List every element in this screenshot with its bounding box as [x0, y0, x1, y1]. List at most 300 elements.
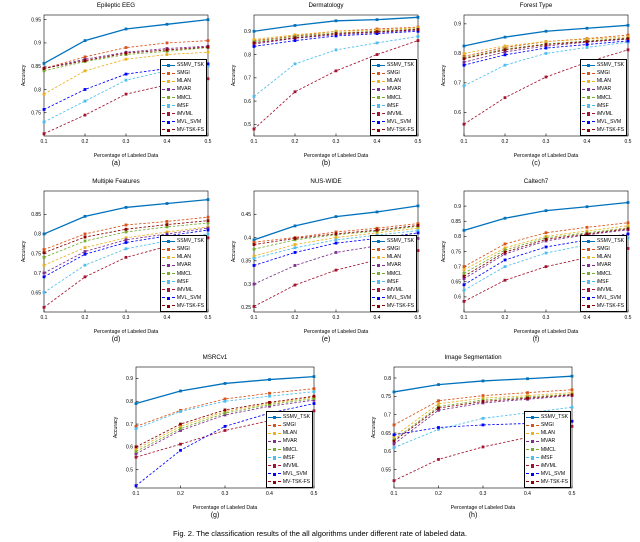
- legend-label: iMSF: [386, 278, 399, 285]
- legend-label: MVAR: [386, 86, 402, 93]
- legend-item-mlan[interactable]: [582, 253, 624, 261]
- svg-text:0.3: 0.3: [542, 139, 550, 145]
- series-marker: [125, 256, 128, 259]
- legend-label: MMCL: [282, 446, 298, 453]
- svg-text:0.3: 0.3: [479, 491, 487, 497]
- series-marker: [463, 272, 466, 275]
- legend-item-mmcl[interactable]: [582, 269, 624, 277]
- legend-label: SMGI: [596, 246, 610, 253]
- legend-item-ssmv_tsk[interactable]: [372, 237, 414, 245]
- legend-label: MV-TSK-FS: [282, 478, 310, 485]
- legend-item-imsf[interactable]: [162, 102, 204, 110]
- svg-text:0.6: 0.6: [384, 449, 391, 456]
- legend-item-imvml[interactable]: [372, 286, 414, 294]
- series-marker: [207, 77, 210, 80]
- legend-label: MLAN: [596, 254, 611, 261]
- legend-item-imvml[interactable]: [162, 286, 204, 294]
- legend-item-mvar[interactable]: [582, 261, 624, 269]
- legend-label: iMSF: [540, 454, 553, 461]
- subfigure-label-g: (g): [210, 512, 220, 519]
- series-marker: [84, 59, 87, 62]
- legend-swatch-icon: [268, 417, 281, 418]
- legend-item-mmcl[interactable]: [526, 445, 568, 453]
- legend-item-smgi[interactable]: [582, 69, 624, 77]
- svg-text:Accuracy: Accuracy: [231, 240, 237, 263]
- legend-swatch-icon: [372, 121, 385, 122]
- series-marker: [571, 420, 574, 423]
- legend-item-mmcl[interactable]: [162, 269, 204, 277]
- series-marker: [417, 237, 420, 240]
- series-marker: [207, 46, 210, 49]
- legend-item-mlan[interactable]: [526, 429, 568, 437]
- series-marker: [125, 206, 128, 209]
- series-marker: [313, 375, 316, 378]
- series-marker: [417, 28, 420, 31]
- series-marker: [376, 30, 379, 33]
- legend-f: [580, 235, 627, 312]
- legend-item-mvl_svm[interactable]: [268, 470, 310, 478]
- chart-panel-f: [438, 178, 634, 336]
- legend-label: MVL_SVM: [596, 294, 622, 301]
- series-marker: [179, 443, 182, 446]
- legend-item-mv-tsk-fs[interactable]: [162, 126, 204, 134]
- subfigure-label-b: (b): [321, 160, 331, 167]
- svg-text:0.65: 0.65: [31, 290, 41, 297]
- legend-item-imvml[interactable]: [582, 286, 624, 294]
- svg-text:0.75: 0.75: [381, 394, 391, 401]
- legend-label: iMSF: [176, 102, 189, 109]
- legend-item-imsf[interactable]: [582, 278, 624, 286]
- series-marker: [463, 45, 466, 48]
- legend-item-mlan[interactable]: [268, 429, 310, 437]
- legend-item-smgi[interactable]: [162, 245, 204, 253]
- series-marker: [294, 284, 297, 287]
- series-marker: [545, 265, 548, 268]
- series-marker: [417, 16, 420, 19]
- series-marker: [376, 53, 379, 56]
- legend-item-ssmv_tsk[interactable]: [526, 413, 568, 421]
- legend-swatch-icon: [162, 273, 175, 274]
- legend-item-imsf[interactable]: [372, 278, 414, 286]
- legend-item-mvar[interactable]: [526, 437, 568, 445]
- series-marker: [43, 275, 46, 278]
- legend-item-imsf[interactable]: [582, 102, 624, 110]
- legend-item-mvar[interactable]: [268, 437, 310, 445]
- series-marker: [463, 64, 466, 67]
- legend-label: SSMV_TSK: [596, 238, 624, 245]
- legend-label: MMCL: [176, 270, 192, 277]
- series-marker: [437, 383, 440, 386]
- legend-item-mv-tsk-fs[interactable]: [582, 126, 624, 134]
- svg-text:0.3: 0.3: [221, 491, 229, 497]
- legend-swatch-icon: [526, 465, 539, 466]
- legend-item-mvl_svm[interactable]: [372, 118, 414, 126]
- series-marker: [135, 446, 138, 449]
- svg-text:0.6: 0.6: [244, 98, 251, 105]
- series-marker: [135, 427, 138, 430]
- legend-swatch-icon: [268, 481, 281, 482]
- legend-item-imvml[interactable]: [526, 462, 568, 470]
- series-marker: [84, 236, 87, 239]
- series-marker: [207, 233, 210, 236]
- legend-item-mvl_svm[interactable]: [582, 118, 624, 126]
- series-marker: [253, 95, 256, 98]
- legend-label: iMSF: [596, 102, 609, 109]
- series-marker: [376, 18, 379, 21]
- legend-label: SSMV_TSK: [176, 238, 204, 245]
- series-marker: [571, 406, 574, 409]
- legend-swatch-icon: [372, 73, 385, 74]
- svg-text:0.85: 0.85: [31, 63, 41, 70]
- svg-text:0.7: 0.7: [454, 264, 461, 271]
- series-marker: [43, 233, 46, 236]
- series-marker: [253, 264, 256, 267]
- svg-text:0.3: 0.3: [542, 315, 550, 321]
- legend-item-smgi[interactable]: [526, 421, 568, 429]
- subfigure-label-f: (f): [532, 336, 540, 343]
- series-marker: [224, 400, 227, 403]
- svg-text:0.75: 0.75: [451, 249, 461, 256]
- legend-label: SMGI: [386, 70, 400, 77]
- legend-label: MVAR: [540, 438, 556, 445]
- legend-item-mvl_svm[interactable]: [162, 118, 204, 126]
- series-marker: [166, 53, 169, 56]
- legend-swatch-icon: [162, 241, 175, 242]
- legend-swatch-icon: [582, 257, 595, 258]
- legend-label: MVL_SVM: [596, 118, 622, 125]
- legend-item-mmcl[interactable]: [268, 445, 310, 453]
- legend-item-imsf[interactable]: [372, 102, 414, 110]
- series-marker: [268, 401, 271, 404]
- series-marker: [253, 283, 256, 286]
- legend-item-imvml[interactable]: [372, 110, 414, 118]
- legend-label: SSMV_TSK: [176, 62, 204, 69]
- svg-text:0.4: 0.4: [524, 491, 531, 497]
- legend-swatch-icon: [526, 417, 539, 418]
- svg-text:0.7: 0.7: [384, 412, 391, 419]
- legend-swatch-icon: [372, 65, 385, 66]
- chart-panel-d: [18, 178, 214, 336]
- legend-item-mvar[interactable]: [582, 85, 624, 93]
- svg-text:Accuracy: Accuracy: [113, 416, 119, 439]
- svg-text:0.8: 0.8: [244, 52, 251, 59]
- series-marker: [526, 377, 529, 380]
- legend-item-mmcl[interactable]: [162, 93, 204, 101]
- series-marker: [43, 306, 46, 309]
- legend-item-mv-tsk-fs[interactable]: [526, 478, 568, 486]
- svg-text:0.85: 0.85: [451, 219, 461, 226]
- chart-title-c: Forest Type: [519, 2, 553, 9]
- legend-item-mv-tsk-fs[interactable]: [162, 302, 204, 310]
- series-marker: [335, 251, 338, 254]
- series-marker: [224, 382, 227, 385]
- legend-label: SMGI: [282, 422, 296, 429]
- legend-swatch-icon: [582, 289, 595, 290]
- legend-swatch-icon: [582, 113, 595, 114]
- series-marker: [84, 246, 87, 249]
- series-marker: [43, 264, 46, 267]
- legend-item-mlan[interactable]: [162, 77, 204, 85]
- legend-item-mlan[interactable]: [372, 253, 414, 261]
- svg-text:0.4: 0.4: [244, 235, 251, 242]
- svg-text:0.5: 0.5: [204, 139, 212, 145]
- legend-item-imvml[interactable]: [162, 110, 204, 118]
- series-marker: [135, 484, 138, 487]
- legend-swatch-icon: [372, 81, 385, 82]
- legend-item-mmcl[interactable]: [582, 93, 624, 101]
- series-marker: [313, 390, 316, 393]
- legend-label: MMCL: [596, 94, 612, 101]
- legend-item-smgi[interactable]: [162, 69, 204, 77]
- series-marker: [437, 458, 440, 461]
- series-marker: [125, 46, 128, 49]
- legend-label: MVAR: [596, 262, 612, 269]
- series-marker: [84, 264, 87, 267]
- legend-item-mmcl[interactable]: [372, 269, 414, 277]
- series-marker: [417, 224, 420, 227]
- series-marker: [294, 62, 297, 65]
- legend-item-mvl_svm[interactable]: [582, 294, 624, 302]
- series-marker: [504, 265, 507, 268]
- svg-text:Accuracy: Accuracy: [441, 64, 447, 87]
- series-marker: [335, 242, 338, 245]
- legend-label: iMVML: [176, 286, 193, 293]
- legend-swatch-icon: [582, 281, 595, 282]
- svg-text:0.5: 0.5: [568, 491, 576, 497]
- legend-label: MVAR: [386, 262, 402, 269]
- series-marker: [526, 391, 529, 394]
- legend-label: MVL_SVM: [540, 470, 566, 477]
- legend-swatch-icon: [162, 249, 175, 250]
- legend-item-mvar[interactable]: [162, 85, 204, 93]
- series-marker: [313, 402, 316, 405]
- series-marker: [463, 57, 466, 60]
- series-marker: [166, 23, 169, 26]
- series-marker: [463, 275, 466, 278]
- legend-h: [524, 411, 571, 488]
- series-marker: [253, 128, 256, 131]
- legend-label: MVAR: [282, 438, 298, 445]
- series-marker: [571, 393, 574, 396]
- legend-label: MVAR: [176, 86, 192, 93]
- series-line: [394, 376, 572, 392]
- legend-swatch-icon: [162, 65, 175, 66]
- series-marker: [482, 424, 485, 427]
- series-marker: [545, 43, 548, 46]
- legend-swatch-icon: [162, 265, 175, 266]
- svg-text:Accuracy: Accuracy: [371, 416, 377, 439]
- legend-item-smgi[interactable]: [372, 245, 414, 253]
- legend-label: SMGI: [596, 70, 610, 77]
- series-marker: [376, 229, 379, 232]
- series-marker: [224, 425, 227, 428]
- series-marker: [586, 205, 589, 208]
- legend-b: [370, 59, 417, 136]
- series-marker: [627, 37, 630, 40]
- chart-panel-g: [110, 354, 320, 512]
- legend-label: MLAN: [540, 430, 555, 437]
- series-marker: [545, 47, 548, 50]
- chart-title-d: Multiple Features: [92, 178, 140, 185]
- series-marker: [268, 392, 271, 395]
- series-marker: [84, 215, 87, 218]
- legend-label: SMGI: [540, 422, 554, 429]
- legend-label: MV-TSK-FS: [176, 126, 204, 133]
- legend-item-ssmv_tsk[interactable]: [372, 61, 414, 69]
- legend-item-imsf[interactable]: [526, 454, 568, 462]
- chart-title-e: NUS-WIDE: [310, 178, 342, 185]
- legend-item-mvl_svm[interactable]: [372, 294, 414, 302]
- legend-item-mv-tsk-fs[interactable]: [372, 126, 414, 134]
- series-marker: [627, 236, 630, 239]
- series-marker: [135, 456, 138, 459]
- series-marker: [84, 250, 87, 253]
- series-marker: [504, 243, 507, 246]
- series-marker: [125, 241, 128, 244]
- legend-swatch-icon: [582, 97, 595, 98]
- series-marker: [135, 402, 138, 405]
- subfigure-label-c: (c): [531, 160, 541, 167]
- legend-item-imsf[interactable]: [162, 278, 204, 286]
- series-marker: [437, 426, 440, 429]
- svg-text:0.8: 0.8: [34, 87, 41, 94]
- series-marker: [417, 39, 420, 42]
- legend-item-mv-tsk-fs[interactable]: [268, 478, 310, 486]
- legend-swatch-icon: [582, 81, 595, 82]
- svg-text:0.6: 0.6: [126, 444, 133, 451]
- series-marker: [84, 100, 87, 103]
- svg-text:0.1: 0.1: [250, 315, 258, 321]
- legend-item-mv-tsk-fs[interactable]: [582, 302, 624, 310]
- legend-item-mlan[interactable]: [162, 253, 204, 261]
- svg-text:Percentage of Labeled Data: Percentage of Labeled Data: [450, 505, 516, 511]
- svg-text:0.3: 0.3: [122, 315, 130, 321]
- series-marker: [545, 252, 548, 255]
- series-marker: [43, 108, 46, 111]
- legend-item-ssmv_tsk[interactable]: [162, 61, 204, 69]
- svg-text:0.65: 0.65: [381, 430, 391, 437]
- legend-label: iMSF: [386, 102, 399, 109]
- legend-swatch-icon: [268, 449, 281, 450]
- legend-label: iMVML: [540, 462, 557, 469]
- chart-title-a: Epileptic EEG: [96, 2, 136, 9]
- series-marker: [393, 433, 396, 436]
- legend-item-ssmv_tsk[interactable]: [268, 413, 310, 421]
- svg-text:0.9: 0.9: [34, 40, 41, 47]
- legend-item-ssmv_tsk[interactable]: [582, 61, 624, 69]
- series-marker: [268, 395, 271, 398]
- series-marker: [294, 39, 297, 42]
- legend-item-smgi[interactable]: [268, 421, 310, 429]
- legend-label: SSMV_TSK: [596, 62, 624, 69]
- legend-item-smgi[interactable]: [582, 245, 624, 253]
- series-marker: [504, 217, 507, 220]
- series-marker: [166, 42, 169, 45]
- series-marker: [294, 225, 297, 228]
- legend-item-mvl_svm[interactable]: [162, 294, 204, 302]
- series-marker: [545, 246, 548, 249]
- legend-item-mvar[interactable]: [372, 261, 414, 269]
- series-marker: [125, 28, 128, 31]
- legend-item-mmcl[interactable]: [372, 93, 414, 101]
- svg-text:Accuracy: Accuracy: [21, 240, 27, 263]
- legend-item-imsf[interactable]: [268, 454, 310, 462]
- series-marker: [207, 216, 210, 219]
- svg-text:0.4: 0.4: [266, 491, 273, 497]
- series-marker: [571, 425, 574, 428]
- legend-item-ssmv_tsk[interactable]: [162, 237, 204, 245]
- svg-text:0.2: 0.2: [81, 315, 89, 321]
- legend-swatch-icon: [582, 265, 595, 266]
- series-marker: [545, 52, 548, 55]
- legend-swatch-icon: [582, 89, 595, 90]
- series-marker: [627, 48, 630, 51]
- svg-text:0.4: 0.4: [373, 139, 381, 145]
- svg-text:0.5: 0.5: [624, 315, 632, 321]
- series-marker: [627, 221, 630, 224]
- legend-item-imvml[interactable]: [268, 462, 310, 470]
- svg-text:0.5: 0.5: [624, 139, 632, 145]
- series-marker: [43, 272, 46, 275]
- series-marker: [335, 215, 338, 218]
- legend-label: MVL_SVM: [176, 294, 202, 301]
- series-marker: [504, 53, 507, 56]
- legend-swatch-icon: [582, 249, 595, 250]
- svg-text:0.9: 0.9: [244, 29, 251, 36]
- series-marker: [571, 388, 574, 391]
- series-marker: [294, 251, 297, 254]
- svg-text:0.9: 0.9: [126, 376, 133, 383]
- legend-item-mlan[interactable]: [582, 77, 624, 85]
- series-marker: [207, 39, 210, 42]
- legend-item-ssmv_tsk[interactable]: [582, 237, 624, 245]
- legend-item-mvar[interactable]: [372, 85, 414, 93]
- legend-label: MLAN: [386, 78, 401, 85]
- legend-swatch-icon: [526, 481, 539, 482]
- series-marker: [179, 410, 182, 413]
- series-marker: [482, 417, 485, 420]
- svg-text:0.95: 0.95: [31, 17, 41, 24]
- series-marker: [393, 443, 396, 446]
- series-marker: [526, 397, 529, 400]
- legend-item-mvar[interactable]: [162, 261, 204, 269]
- series-marker: [463, 277, 466, 280]
- legend-label: MV-TSK-FS: [540, 478, 568, 485]
- series-marker: [253, 30, 256, 33]
- svg-text:0.4: 0.4: [163, 315, 171, 321]
- series-marker: [166, 220, 169, 223]
- series-marker: [125, 231, 128, 234]
- svg-text:0.3: 0.3: [332, 139, 340, 145]
- legend-label: MLAN: [176, 254, 191, 261]
- legend-label: MVL_SVM: [282, 470, 308, 477]
- legend-label: MLAN: [386, 254, 401, 261]
- legend-item-mlan[interactable]: [372, 77, 414, 85]
- legend-item-mv-tsk-fs[interactable]: [372, 302, 414, 310]
- legend-item-imvml[interactable]: [582, 110, 624, 118]
- legend-item-mvl_svm[interactable]: [526, 470, 568, 478]
- legend-item-smgi[interactable]: [372, 69, 414, 77]
- series-marker: [253, 243, 256, 246]
- legend-swatch-icon: [268, 441, 281, 442]
- legend-swatch-icon: [526, 473, 539, 474]
- series-marker: [504, 36, 507, 39]
- series-marker: [166, 49, 169, 52]
- legend-label: iMSF: [176, 278, 189, 285]
- svg-text:0.2: 0.2: [501, 139, 509, 145]
- legend-label: MMCL: [386, 94, 402, 101]
- series-marker: [627, 24, 630, 27]
